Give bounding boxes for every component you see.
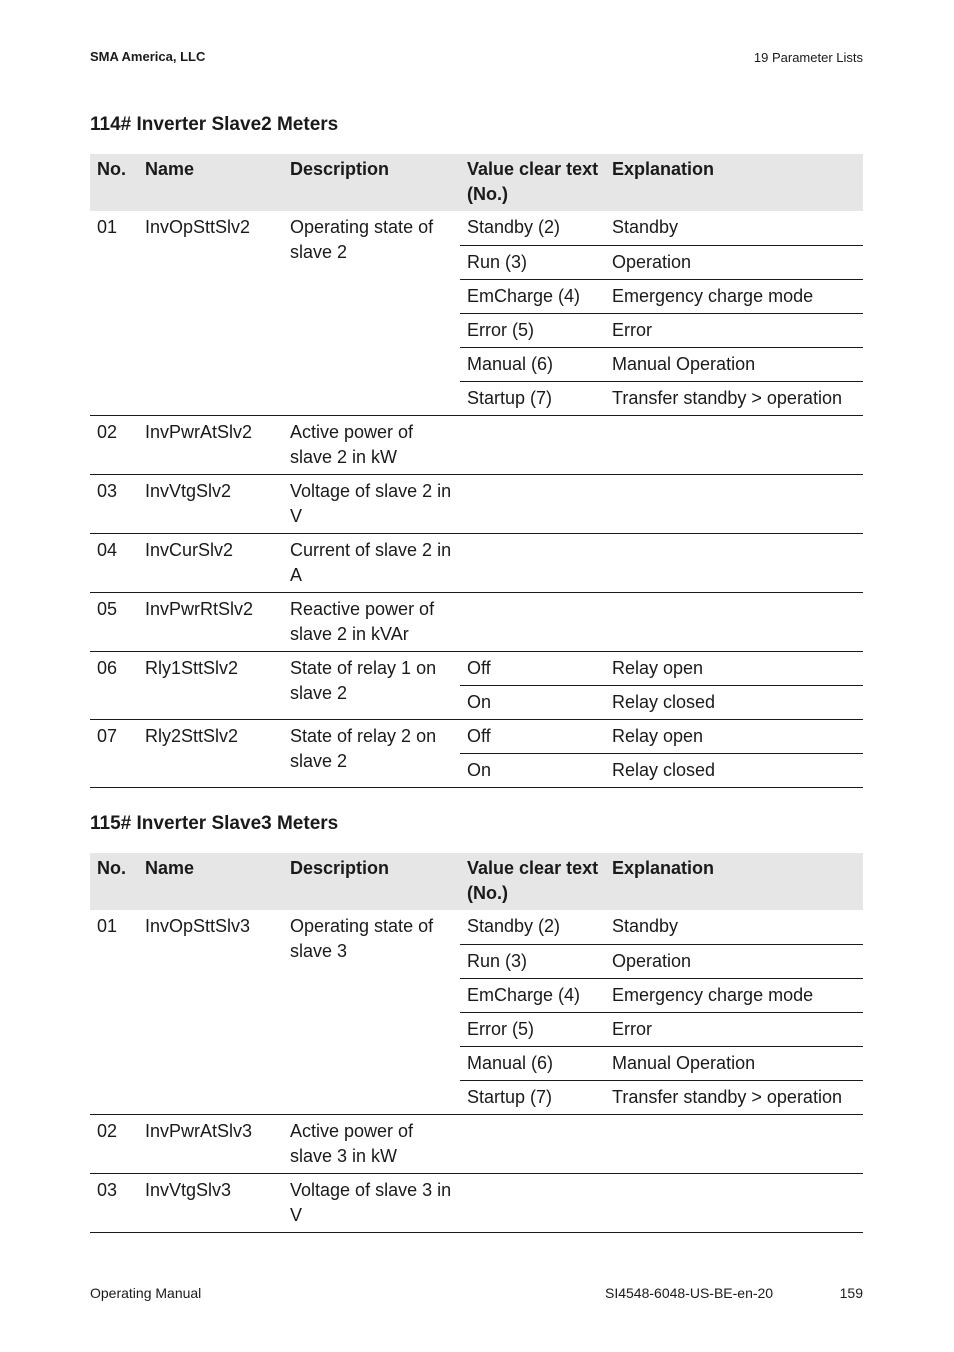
param-number: 01 xyxy=(90,910,138,1114)
column-header: No. xyxy=(90,154,138,211)
value-explanation: Emergency charge mode xyxy=(605,279,863,313)
table-row xyxy=(90,474,863,533)
value-clear-text xyxy=(460,533,605,592)
parameter-table-115 xyxy=(90,853,863,1233)
value-clear-text: Startup (7) xyxy=(460,381,605,415)
value-explanation: Transfer standby > operation xyxy=(605,381,863,415)
value-clear-text xyxy=(460,474,605,533)
value-clear-text: Error (5) xyxy=(460,313,605,347)
value-clear-text: Standby (2) xyxy=(460,211,605,245)
value-explanation: Relay closed xyxy=(605,753,863,787)
table-header-row xyxy=(90,154,863,211)
value-clear-text: On xyxy=(460,753,605,787)
header-company: SMA America, LLC xyxy=(90,49,206,64)
value-explanation: Manual Operation xyxy=(605,347,863,381)
param-description: Voltage of slave 3 in V xyxy=(283,1173,460,1232)
value-explanation: Error xyxy=(605,313,863,347)
table-row xyxy=(90,415,863,474)
table-row xyxy=(90,592,863,651)
header-section: 19 Parameter Lists xyxy=(753,50,863,65)
value-clear-text xyxy=(460,415,605,474)
value-clear-text: EmCharge (4) xyxy=(460,978,605,1012)
value-clear-text: Manual (6) xyxy=(460,1046,605,1080)
param-description: Operating state of slave 2 xyxy=(283,211,460,415)
value-clear-text: Manual (6) xyxy=(460,347,605,381)
table-row xyxy=(90,533,863,592)
value-clear-text: Standby (2) xyxy=(460,910,605,944)
param-name: InvPwrAtSlv3 xyxy=(138,1114,283,1173)
param-description: Current of slave 2 in A xyxy=(283,533,460,592)
value-explanation: Relay open xyxy=(605,651,863,685)
value-clear-text xyxy=(460,1173,605,1232)
param-description: Reactive power of slave 2 in kVAr xyxy=(283,592,460,651)
table-row xyxy=(90,719,863,753)
section-title-115: 115# Inverter Slave3 Meters xyxy=(90,813,339,834)
param-number: 04 xyxy=(90,533,138,592)
param-description: Voltage of slave 2 in V xyxy=(283,474,460,533)
value-explanation: Operation xyxy=(605,245,863,279)
value-explanation: Standby xyxy=(605,211,863,245)
table-header-row xyxy=(90,853,863,910)
param-number: 01 xyxy=(90,211,138,415)
value-clear-text: Run (3) xyxy=(460,944,605,978)
param-name: InvVtgSlv2 xyxy=(138,474,283,533)
footer-manual: Operating Manual xyxy=(90,1285,202,1301)
value-clear-text: Off xyxy=(460,651,605,685)
value-explanation: Error xyxy=(605,1012,863,1046)
page-number: 159 xyxy=(839,1285,863,1301)
value-clear-text xyxy=(460,592,605,651)
param-number: 02 xyxy=(90,415,138,474)
column-header: Explanation xyxy=(605,853,863,910)
column-header: Description xyxy=(283,154,460,211)
column-header: Explanation xyxy=(605,154,863,211)
value-explanation: Standby xyxy=(605,910,863,944)
param-number: 06 xyxy=(90,651,138,719)
param-description: State of relay 1 on slave 2 xyxy=(283,651,460,719)
value-explanation: Operation xyxy=(605,944,863,978)
column-header: Description xyxy=(283,853,460,910)
value-clear-text: Startup (7) xyxy=(460,1080,605,1114)
column-header: Value clear text (No.) xyxy=(460,853,605,910)
param-name: InvPwrRtSlv2 xyxy=(138,592,283,651)
table-row xyxy=(90,651,863,685)
value-clear-text: Off xyxy=(460,719,605,753)
value-explanation xyxy=(605,1173,863,1232)
value-explanation xyxy=(605,415,863,474)
param-name: InvOpSttSlv3 xyxy=(138,910,283,1114)
param-description: Active power of slave 3 in kW xyxy=(283,1114,460,1173)
value-clear-text: EmCharge (4) xyxy=(460,279,605,313)
param-name: Rly2SttSlv2 xyxy=(138,719,283,787)
value-explanation: Manual Operation xyxy=(605,1046,863,1080)
value-explanation: Relay closed xyxy=(605,685,863,719)
param-description: Operating state of slave 3 xyxy=(283,910,460,1114)
table-row xyxy=(90,1173,863,1232)
param-name: InvCurSlv2 xyxy=(138,533,283,592)
value-explanation xyxy=(605,474,863,533)
table-row xyxy=(90,1114,863,1173)
param-number: 03 xyxy=(90,474,138,533)
param-name: InvVtgSlv3 xyxy=(138,1173,283,1232)
param-name: InvPwrAtSlv2 xyxy=(138,415,283,474)
value-explanation xyxy=(605,592,863,651)
param-number: 07 xyxy=(90,719,138,787)
section-title-114: 114# Inverter Slave2 Meters xyxy=(90,114,339,135)
value-explanation: Transfer standby > operation xyxy=(605,1080,863,1114)
column-header: Value clear text (No.) xyxy=(460,154,605,211)
param-number: 05 xyxy=(90,592,138,651)
table-row xyxy=(90,211,863,245)
column-header: No. xyxy=(90,853,138,910)
value-clear-text: On xyxy=(460,685,605,719)
param-name: InvOpSttSlv2 xyxy=(138,211,283,415)
param-number: 02 xyxy=(90,1114,138,1173)
value-explanation xyxy=(605,1114,863,1173)
param-description: Active power of slave 2 in kW xyxy=(283,415,460,474)
value-clear-text xyxy=(460,1114,605,1173)
param-number: 03 xyxy=(90,1173,138,1232)
value-clear-text: Error (5) xyxy=(460,1012,605,1046)
param-name: Rly1SttSlv2 xyxy=(138,651,283,719)
table-row xyxy=(90,910,863,944)
value-explanation: Emergency charge mode xyxy=(605,978,863,1012)
column-header: Name xyxy=(138,853,283,910)
footer-doc-id: SI4548-6048-US-BE-en-20 xyxy=(605,1285,774,1301)
value-explanation xyxy=(605,533,863,592)
param-description: State of relay 2 on slave 2 xyxy=(283,719,460,787)
parameter-table-114 xyxy=(90,154,863,788)
value-explanation: Relay open xyxy=(605,719,863,753)
column-header: Name xyxy=(138,154,283,211)
value-clear-text: Run (3) xyxy=(460,245,605,279)
